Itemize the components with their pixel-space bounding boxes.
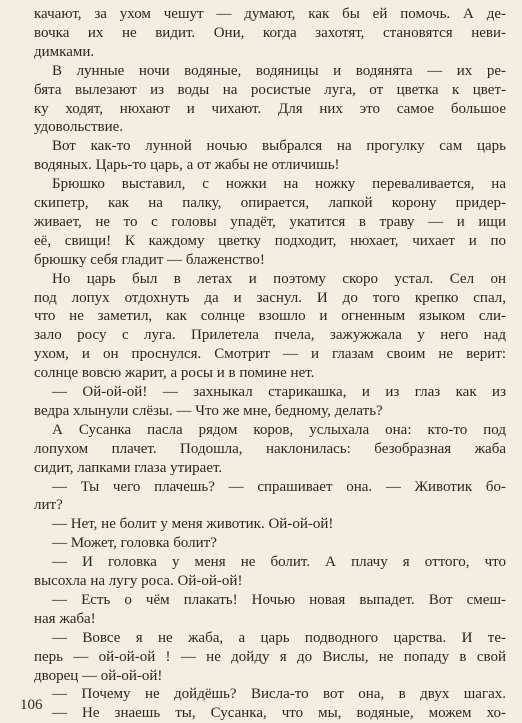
text-line: — И головка у меня не болит. А плачу я оттого, что (52, 554, 506, 571)
text-line: — Может, головка болит? (52, 535, 217, 552)
text-line: — Ты чего плачешь? — спрашивает она. — Животик бо- (52, 478, 506, 495)
text-line: Вот как-то лунной ночью выбрался на прогулку сам царь (52, 138, 506, 155)
text-line: ная жаба! (34, 610, 96, 627)
text-line: А Сусанка пасла рядом коров, услыхала она: кто-то под (52, 421, 506, 438)
text-line: удовольствие. (34, 119, 124, 136)
text-line: солнце вовсю жарит, а росы и в помине нет. (34, 365, 315, 382)
text-line: — Вовсе я не жаба, а царь подводного царства. И те- (52, 629, 506, 646)
text-line: живает, не то с головы упадёт, укатится в траву — и ищи (34, 213, 506, 230)
text-line: лит? (34, 497, 63, 514)
text-line: — Почему не дойдёшь? Висла-то вот она, в двух шагах. (52, 686, 506, 703)
text-line: — Есть о чём плакать! Ночью новая выпадет. Вот смеш- (52, 591, 506, 608)
text-line: бята вылезают из воды на росистые луга, от цветка к цвет- (34, 81, 506, 98)
text-line: ку ходят, нюхают и чихают. Для них это самое большое (34, 100, 506, 117)
text-line: что не заметил, как солнце взошло и огненным языком сли- (34, 308, 506, 325)
text-line: ухом, и он проснулся. Смотрит — и глазам своим не верит: (34, 346, 506, 363)
text-line: — Ой-ой-ой! — захныкал старикашка, и из глаз как из (52, 384, 506, 400)
text-line: перь — ой-ой-ой ! — не дойду я до Вислы, не попаду в свой (34, 648, 506, 665)
text-line: водяных. Царь-то царь, а от жабы не отличишь! (34, 157, 340, 174)
text-line: скипетр, как на палку, опирается, лапкой корону придер- (34, 195, 506, 211)
text-line: — Не знаешь ты, Сусанка, что мы, водяные, можем хо- (52, 705, 506, 722)
text-line: Но царь был в летах и поэтому скоро устал. Сел он (52, 270, 506, 287)
text-line: зало росу с луга. Прилетела пчела, зажужжала у него над (34, 327, 506, 344)
text-line: высохла на лугу роса. Ой-ой-ой! (34, 573, 243, 589)
text-line: сидит, лапками глаза утирает. (34, 459, 223, 476)
text-line: дворец — ой-ой-ой! (34, 667, 163, 684)
text-line: её, свищи! К каждому цветку подходит, нюхает, чихает и по (34, 232, 506, 249)
text-line: Брюшко выставил, с ножки на ножку переваливается, на (52, 176, 506, 193)
text-line: димками. (34, 43, 95, 60)
text-line: ведра хлынули слёзы. — Что же мне, бедному, делать? (34, 402, 383, 419)
text-line: В лунные ночи водяные, водяницы и водянята — их ре- (52, 62, 506, 79)
text-line: вочка их не видит. Они, когда захотят, становятся неви- (34, 24, 506, 41)
text-line: брюшку себя гладит — блаженство! (34, 251, 265, 268)
text-line: качают, за ухом чешут — думают, как бы ей помочь. А де- (34, 6, 506, 22)
page-number: 106 (20, 697, 43, 713)
text-line: — Нет, не болит у меня животик. Ой-ой-ой! (52, 516, 334, 533)
text-line: под лопух отдохнуть да и заснул. И до того крепко спал, (34, 289, 506, 306)
text-line: лопухом плачет. Подошла, наклонилась: безобразная жаба (34, 440, 506, 457)
